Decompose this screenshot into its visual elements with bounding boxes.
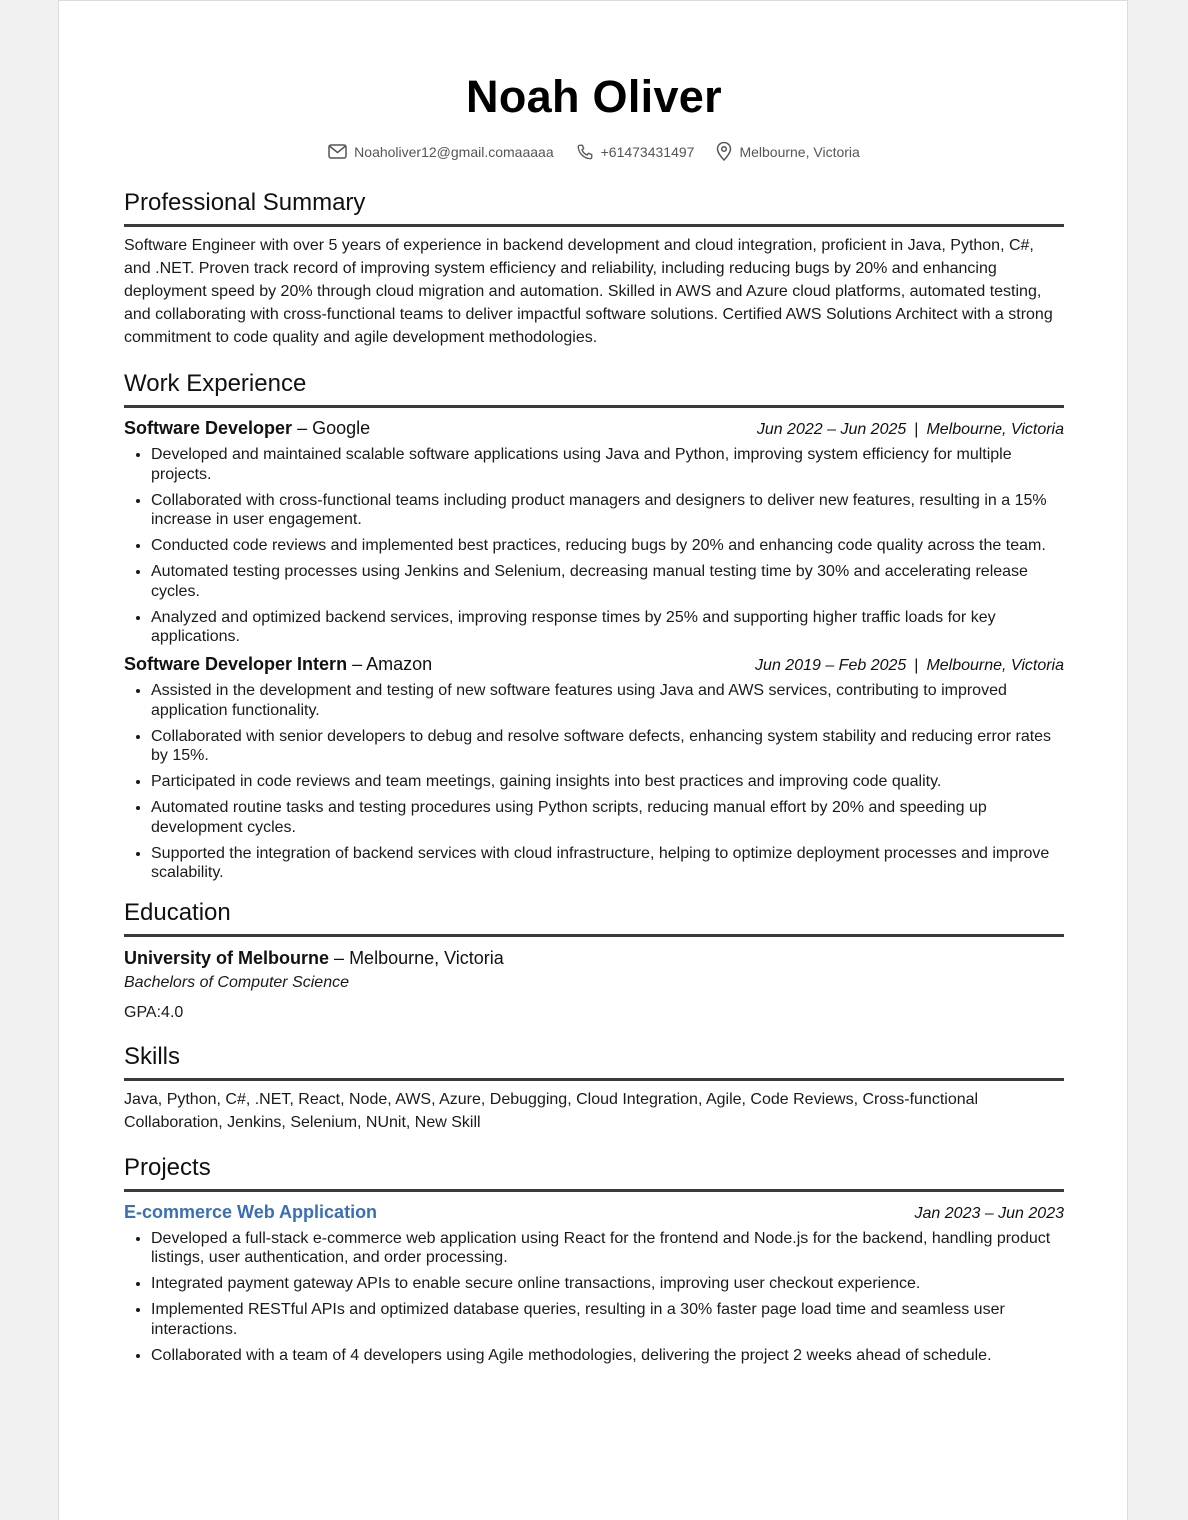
list-item: • Automated testing processes using Jenkins and Selenium, decreasing manual testing time by 30% and accelerating release cycles. <box>151 562 1064 601</box>
section-title-education: Education <box>124 899 1064 937</box>
job-role: Software Developer <box>124 418 293 438</box>
school-name: University of Melbourne <box>124 947 330 968</box>
section-summary <box>124 189 1064 349</box>
list-item: • Collaborated with cross-functional teams including product managers and designers to deliver new features, resulting in a 15% increase in user engagement. <box>151 491 1064 530</box>
job-role: Software Developer Intern <box>124 654 348 674</box>
contact-location <box>716 142 859 161</box>
job-company: Google <box>312 418 371 438</box>
project-entry <box>124 1201 1064 1366</box>
contact-row <box>124 142 1064 161</box>
job-bullets <box>124 445 1064 647</box>
section-skills <box>124 1043 1064 1134</box>
section-projects <box>124 1154 1064 1366</box>
job-meta: Jun 2022 – Jun 2025 | Melbourne, Victoria <box>756 421 1064 438</box>
skills-text: Java, Python, C#, .NET, React, Node, AWS, Azure, Debugging, Cloud Integration, Agile, Code Reviews, Cross-functional Collaboration, Jenkins, Selenium, NUnit, New Skill <box>124 1090 979 1131</box>
section-title-projects: Projects <box>124 1154 1064 1192</box>
section-title-work: Work Experience <box>124 370 1064 408</box>
job-title-line: Software Developer Intern – Amazon <box>124 654 433 674</box>
project-dates: Jan 2023 – Jun 2023 <box>914 1204 1064 1222</box>
list-item: • Analyzed and optimized backend services, improving response times by 25% and supporting higher traffic loads for key applications. <box>151 608 1064 647</box>
list-item: • Collaborated with a team of 4 developers using Agile methodologies, delivering the project 2 weeks ahead of schedule. <box>151 1346 1064 1366</box>
job-dates: Jun 2019 – Feb 2025 <box>755 657 907 674</box>
degree: Bachelors of Computer Science <box>124 973 349 991</box>
job-entry <box>124 417 1064 647</box>
job-bullets <box>124 681 1064 883</box>
project-title-link[interactable]: E-commerce Web Application <box>124 1201 378 1222</box>
list-item: • Automated routine tasks and testing procedures using Python scripts, reducing manual effort by 20% and speeding up development cycles. <box>151 798 1064 837</box>
job-title-line: Software Developer – Google <box>124 418 371 438</box>
job-header <box>124 653 1064 677</box>
list-item: • Assisted in the development and testing of new software features using Java and AWS services, contributing to improved application functionality. <box>151 681 1064 720</box>
list-item: • Supported the integration of backend services with cloud infrastructure, helping to optimize deployment processes and improve scalability. <box>151 844 1064 883</box>
list-item: • Developed and maintained scalable software applications using Java and Python, improving system efficiency for multiple projects. <box>151 445 1064 484</box>
summary-text: Software Engineer with over 5 years of experience in backend development and cloud integration, proficient in Java, Python, C#, and .NET. Proven track record of improving system efficiency and reliability, including reducing bugs by 20% and enhancing deployment speed by 20% through cloud migration and automation. Skilled in AWS and Azure cloud platforms, automated testing, and collaborating with cross-functional teams to deliver impactful software solutions. Certified AWS Solutions Architect with a strong commitment to code quality and agile development methodologies. <box>124 237 1053 346</box>
job-meta: Jun 2019 – Feb 2025 | Melbourne, Victoria <box>755 657 1064 674</box>
education-title-line: University of Melbourne – Melbourne, Victoria <box>124 947 504 968</box>
list-item: • Conducted code reviews and implemented best practices, reducing bugs by 20% and enhancing code quality across the team. <box>151 536 1064 556</box>
resume-page <box>58 0 1128 1520</box>
section-title-skills: Skills <box>124 1043 1064 1081</box>
list-item: • Collaborated with senior developers to debug and resolve software defects, enhancing system stability and reducing error rates by 15%. <box>151 727 1064 766</box>
section-education <box>124 899 1064 1023</box>
candidate-name: Noah Oliver <box>466 71 722 122</box>
section-title-summary: Professional Summary <box>124 189 1064 227</box>
list-item: • Developed a full-stack e-commerce web application using React for the frontend and Node.js for the backend, handling product listings, user authentication, and order processing. <box>151 1229 1064 1268</box>
list-item: • Implemented RESTful APIs and optimized database queries, resulting in a 30% faster page load time and seamless user interactions. <box>151 1300 1064 1339</box>
school-location: Melbourne, Victoria <box>349 947 504 968</box>
location-text: Melbourne, Victoria <box>739 143 860 160</box>
job-location: Melbourne, Victoria <box>926 421 1064 438</box>
job-dates: Jun 2022 – Jun 2025 <box>756 421 907 438</box>
project-header <box>124 1201 1064 1225</box>
resume-content <box>124 1 1064 1372</box>
job-company: Amazon <box>366 654 433 674</box>
section-work-experience <box>124 370 1064 883</box>
job-location: Melbourne, Victoria <box>926 657 1064 674</box>
job-header <box>124 417 1064 441</box>
email-text: Noaholiver12@gmail.comaaaaa <box>354 143 554 160</box>
contact-email[interactable] <box>328 142 553 161</box>
map-pin-icon <box>716 142 732 161</box>
list-item: • Participated in code reviews and team meetings, gaining insights into best practices and improving code quality. <box>151 772 1064 792</box>
education-header <box>124 947 1064 969</box>
gpa: GPA:4.0 <box>124 1003 184 1021</box>
phone-icon <box>576 143 594 161</box>
list-item: • Integrated payment gateway APIs to enable secure online transactions, improving user checkout experience. <box>151 1274 1064 1294</box>
phone-text: +61473431497 <box>600 143 695 160</box>
job-entry <box>124 653 1064 883</box>
project-bullets <box>124 1229 1064 1366</box>
contact-phone[interactable] <box>576 142 695 161</box>
mail-icon <box>328 144 347 159</box>
